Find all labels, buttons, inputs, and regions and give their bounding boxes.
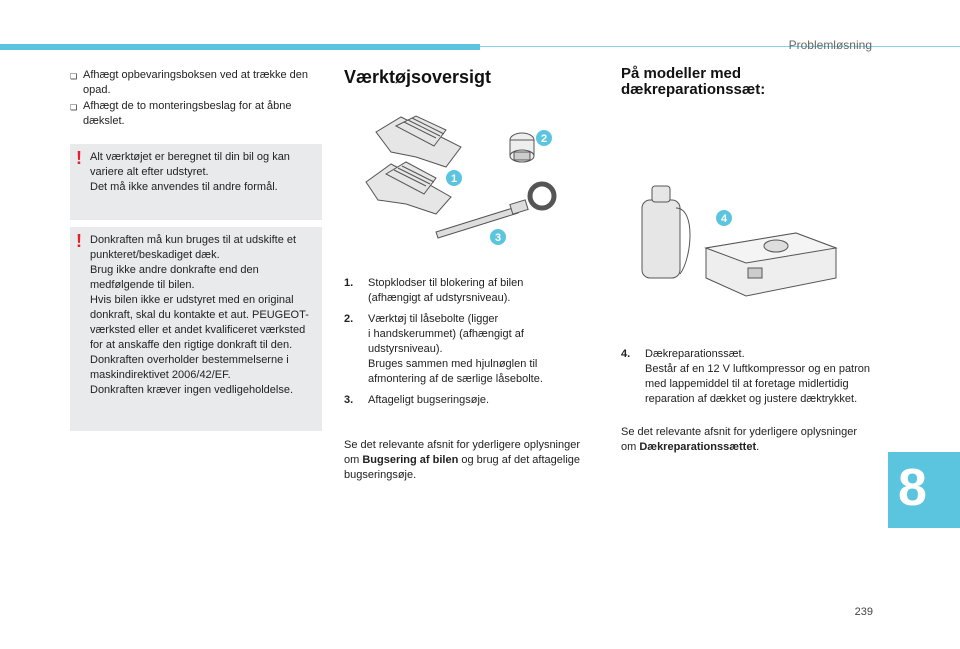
item-text: Værktøj til låsebolte (ligger i handskerummet) (afhængigt af udstyrsniveau). Bruges sammen med hjulnøglen til afmontering af de særlige låsebolte. xyxy=(368,313,543,385)
bolt-tool-icon xyxy=(510,133,534,162)
bullet-text: Afhægt opbevaringsboksen ved at trække den opad. xyxy=(83,69,309,96)
item-number: 3. xyxy=(344,394,354,406)
page-number: 239 xyxy=(854,606,873,618)
checkbox-bullet-icon: ❏ xyxy=(70,72,78,81)
svg-text:1: 1 xyxy=(450,173,458,185)
item-number: 4. xyxy=(621,348,631,360)
warning-text: Donkraften må kun bruges til at udskifte et punkteret/beskadiget dæk. Brug ikke andre donkrafte end den medfølgende til bilen. Hvis bilen ikke er udstyret med en original donkraft, skal du kontakte et aut. PEUGEOT-værksted eller et andet kvalificeret værksted for at anskaffe den rigtige donkraft til den. Donkraften overholder bestemmelserne i maskindirektivet 2006/42/EF. Donkraften kræver ingen vedligeholdelse. xyxy=(90,234,309,396)
marker-2 xyxy=(536,130,552,146)
list-item xyxy=(344,276,598,306)
svg-text:2: 2 xyxy=(540,133,548,145)
list-item xyxy=(621,347,871,407)
section-title: Værktøjsoversigt xyxy=(344,67,492,87)
column-instructions xyxy=(70,68,322,431)
wheel-chock-icon xyxy=(376,116,461,167)
marker-4 xyxy=(716,210,732,226)
list-item xyxy=(344,312,598,387)
tools-illustration xyxy=(356,112,576,252)
warning-icon: ! xyxy=(76,231,82,251)
tool-list xyxy=(344,276,598,483)
header-rule xyxy=(480,46,960,47)
compressor-icon xyxy=(706,233,836,296)
warning-box xyxy=(70,144,322,220)
chapter-title: Problemløsning xyxy=(788,38,872,52)
warning-text: Alt værktøjet er beregnet til din bil og kan variere alt efter udstyret. Det må ikke anvendes til andre formål. xyxy=(90,151,290,193)
list-item xyxy=(344,393,598,408)
repair-kit-illustration xyxy=(636,178,846,308)
section-title: På modeller med dækreparationssæt: xyxy=(621,65,766,98)
column-repair-kit xyxy=(621,66,871,98)
svg-text:3: 3 xyxy=(494,232,502,244)
chapter-number: 8 xyxy=(898,459,927,517)
repair-kit-list xyxy=(621,347,871,455)
bullet-item xyxy=(70,68,322,98)
reference-link: Bugsering af bilen xyxy=(362,454,459,466)
checkbox-bullet-icon: ❏ xyxy=(70,103,78,112)
reference-link: Dækreparationssættet xyxy=(639,441,757,453)
column-tool-overview xyxy=(344,66,598,88)
item-number: 2. xyxy=(344,313,354,325)
bullet-text: Afhægt de to monteringsbeslag for at åbne dækslet. xyxy=(83,100,292,127)
sealant-bottle-icon xyxy=(642,186,690,278)
warning-icon: ! xyxy=(76,148,82,168)
item-text: Aftageligt bugseringsøje. xyxy=(368,394,490,406)
warning-box xyxy=(70,227,322,431)
marker-1 xyxy=(446,170,462,186)
item-number: 1. xyxy=(344,277,354,289)
bullet-item xyxy=(70,99,322,129)
svg-text:4: 4 xyxy=(720,213,728,225)
item-text: Stopklodser til blokering af bilen (afhængigt af udstyrsniveau). xyxy=(368,277,524,304)
reference-text: Se det relevante afsnit for yderligere oplysninger om Dækreparationssættet. xyxy=(621,426,858,453)
marker-3 xyxy=(490,229,506,245)
reference-text: Se det relevante afsnit for yderligere oplysninger om Bugsering af bilen og brug af det aftagelige bugseringsøje. xyxy=(344,439,581,481)
wheel-chock-icon xyxy=(366,162,451,214)
header-accent-bar xyxy=(0,44,480,50)
item-text: Dækreparationssæt. Består af en 12 V luftkompressor og en patron med lappemiddel til at foretage midlertidig reparation af dækket og justere dæktrykket. xyxy=(645,348,871,405)
chapter-tab xyxy=(888,452,960,528)
